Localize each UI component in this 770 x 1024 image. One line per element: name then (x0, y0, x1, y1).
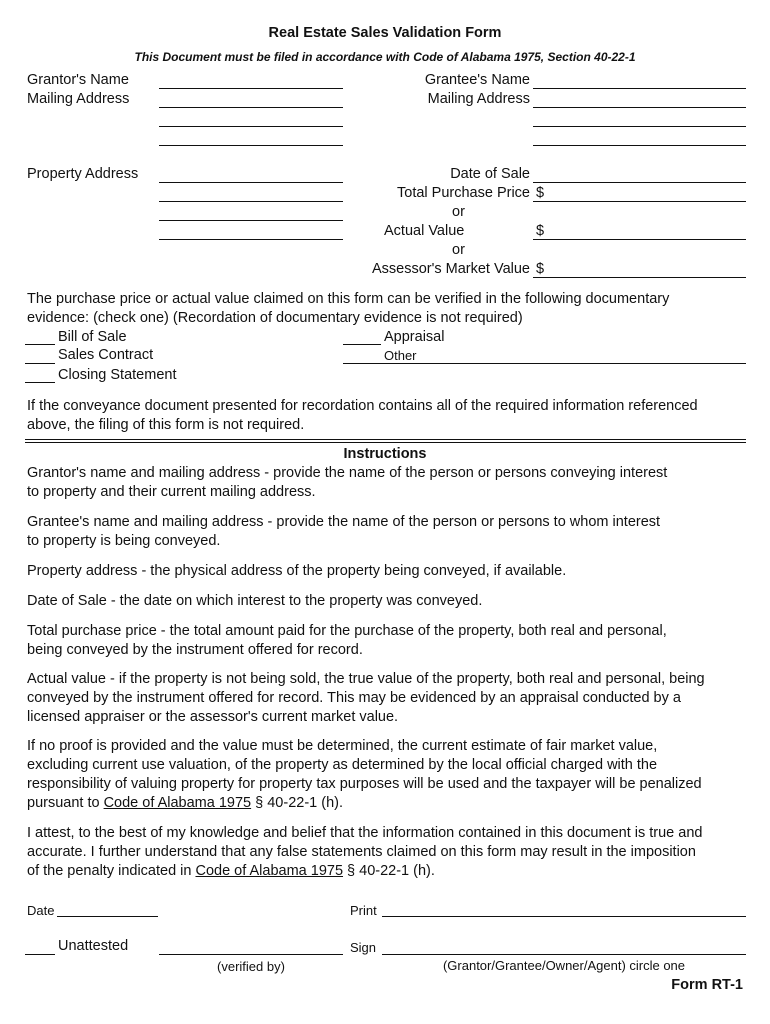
dollar-sign: $ (536, 185, 545, 201)
instruction-line: licensed appraiser or the assessor's current market value. (27, 709, 399, 725)
grantee-name-field[interactable] (533, 88, 746, 89)
unattested-checkbox[interactable] (25, 954, 55, 955)
property-address-label: Property Address (27, 166, 139, 182)
or-separator: or (452, 242, 465, 258)
total-purchase-price-field[interactable] (533, 201, 746, 202)
instruction-no-proof (27, 737, 702, 813)
conveyance-line: above, the filing of this form is not required. (27, 417, 305, 433)
instruction-total-purchase-price (27, 622, 667, 660)
instruction-line: Total purchase price - the total amount paid for the purchase of the property, both real and personal, (27, 623, 667, 639)
attestation-text: § 40-22-1 (h). (343, 863, 435, 879)
form-number: Form RT-1 (671, 977, 743, 993)
grantor-mailing-label: Mailing Address (27, 91, 130, 107)
signature-field[interactable] (382, 954, 746, 955)
actual-value-field[interactable] (533, 239, 746, 240)
property-address-field-2[interactable] (159, 201, 343, 202)
evidence-line: evidence: (check one) (Recordation of documentary evidence is not required) (27, 310, 523, 326)
conveyance-line: If the conveyance document presented for recordation contains all of the required information referenced (27, 398, 698, 414)
instruction-text: pursuant to (27, 795, 104, 811)
actual-value-label: Actual Value (384, 223, 465, 239)
instruction-line: responsibility of valuing property for property tax purposes will be used and the taxpayer will be penalized (27, 776, 702, 792)
property-address-field-3[interactable] (159, 220, 343, 221)
instruction-line: to property and their current mailing address. (27, 484, 316, 500)
bill-of-sale-checkbox[interactable] (25, 344, 55, 345)
appraisal-label: Appraisal (384, 329, 445, 345)
sales-contract-checkbox[interactable] (25, 363, 55, 364)
instruction-line: Actual value - if the property is not being sold, the true value of the property, both real and personal, being (27, 671, 705, 687)
grantee-name-label: Grantee's Name (424, 72, 530, 88)
instruction-line: If no proof is provided and the value must be determined, the current estimate of fair market value, (27, 738, 658, 754)
instruction-line: to property is being conveyed. (27, 533, 221, 549)
property-address-field-1[interactable] (159, 182, 343, 183)
date-of-sale-label: Date of Sale (450, 166, 530, 182)
instruction-actual-value (27, 670, 705, 727)
grantee-mailing-field-3[interactable] (533, 145, 746, 146)
grantor-mailing-field-3[interactable] (159, 145, 343, 146)
instruction-line: Date of Sale - the date on which interest to the property was conveyed. (27, 593, 483, 609)
dollar-sign: $ (536, 261, 545, 277)
code-of-alabama-reference: Code of Alabama 1975 (195, 863, 344, 879)
date-of-sale-field[interactable] (533, 182, 746, 183)
or-separator: or (452, 204, 465, 220)
attestation-line: I attest, to the best of my knowledge and belief that the information contained in this document is true and (27, 825, 703, 841)
bill-of-sale-label: Bill of Sale (58, 329, 127, 345)
grantor-mailing-field-2[interactable] (159, 126, 343, 127)
print-name-field[interactable] (382, 916, 746, 917)
appraisal-checkbox[interactable] (343, 344, 381, 345)
conveyance-note (27, 397, 698, 435)
code-of-alabama-reference: Code of Alabama 1975 (103, 795, 252, 811)
attestation-text: of the penalty indicated in (27, 863, 196, 879)
instruction-line (27, 794, 702, 813)
dollar-sign: $ (536, 223, 545, 239)
verified-by-field[interactable] (159, 954, 343, 955)
instructions-heading: Instructions (343, 446, 427, 462)
evidence-paragraph (27, 290, 669, 328)
instruction-line: Grantor's name and mailing address - provide the name of the person or persons conveying interest (27, 465, 668, 481)
instruction-grantor (27, 464, 667, 502)
instruction-text: § 40-22-1 (h). (251, 795, 343, 811)
instruction-grantee (27, 513, 660, 551)
role-caption: (Grantor/Grantee/Owner/Agent) circle one (442, 958, 686, 973)
unattested-label: Unattested (58, 938, 129, 954)
assessor-market-value-field[interactable] (533, 277, 746, 278)
instruction-line: Grantee's name and mailing address - provide the name of the person or persons to whom interest (27, 514, 661, 530)
section-divider (25, 439, 746, 443)
instruction-line: excluding current use valuation, of the property as determined by the local official charged with the (27, 757, 658, 773)
closing-statement-checkbox[interactable] (25, 382, 55, 383)
instruction-line: Property address - the physical address of the property being conveyed, if available. (27, 563, 567, 579)
form-title: Real Estate Sales Validation Form (268, 25, 502, 41)
verified-by-caption: (verified by) (217, 959, 285, 974)
instruction-line: being conveyed by the instrument offered for record. (27, 642, 363, 658)
date-label: Date (27, 903, 55, 918)
grantor-name-label: Grantor's Name (27, 72, 129, 88)
grantee-mailing-label: Mailing Address (427, 91, 530, 107)
attestation-paragraph (27, 824, 702, 881)
instruction-line: conveyed by the instrument offered for record. This may be evidenced by an appraisal conducted by a (27, 690, 681, 706)
total-purchase-price-label: Total Purchase Price (397, 185, 530, 201)
instruction-date-of-sale (27, 592, 482, 611)
instruction-property-address (27, 562, 566, 581)
attestation-line (27, 862, 702, 881)
evidence-line: The purchase price or actual value claimed on this form can be verified in the following documentary (27, 291, 670, 307)
other-field[interactable] (343, 363, 746, 364)
sign-label: Sign (350, 940, 377, 955)
attestation-line: accurate. I further understand that any false statements claimed on this form may result in the imposition (27, 844, 696, 860)
date-field[interactable] (57, 916, 158, 917)
grantee-mailing-field-2[interactable] (533, 126, 746, 127)
assessor-market-value-label: Assessor's Market Value (371, 261, 530, 277)
grantee-mailing-field-1[interactable] (533, 107, 746, 108)
print-label: Print (350, 903, 377, 918)
sales-contract-label: Sales Contract (58, 347, 154, 363)
grantor-mailing-field-1[interactable] (159, 107, 343, 108)
closing-statement-label: Closing Statement (58, 367, 177, 383)
form-subtitle: This Document must be filed in accordance with Code of Alabama 1975, Section 40-22-1 (134, 50, 636, 64)
other-label: Other (384, 348, 417, 363)
grantor-name-field[interactable] (159, 88, 343, 89)
property-address-field-4[interactable] (159, 239, 343, 240)
